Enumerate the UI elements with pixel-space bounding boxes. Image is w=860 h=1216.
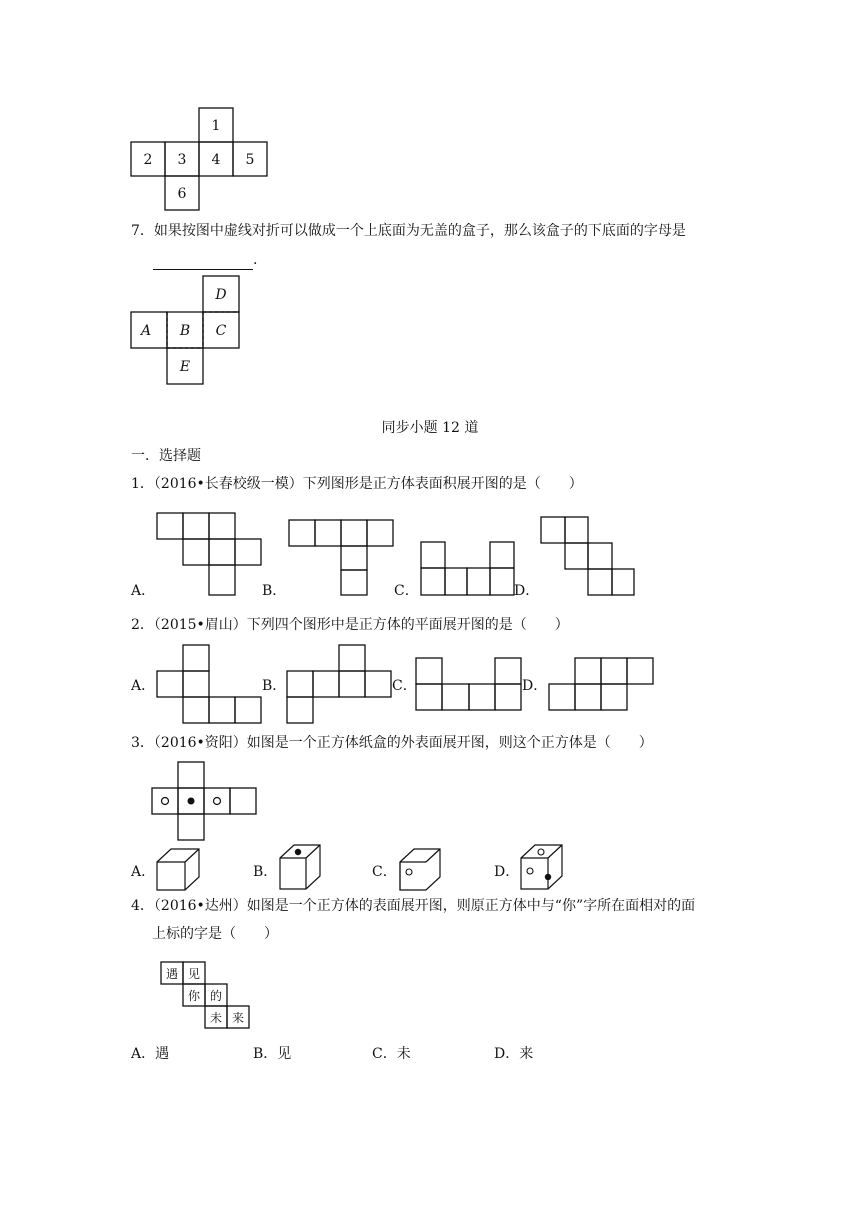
q4-option-b-label[interactable]: B．见 [253,1046,292,1062]
q1-text: 1．（2016•长春校级一模）下列图形是正方体表面积展开图的是（ ） [131,476,583,492]
net-char: 来 [231,1011,245,1025]
net-label: 2 [143,152,153,168]
net-char: 你 [187,989,201,1003]
net-letter: C [215,323,227,339]
net-label: 4 [211,152,221,168]
q4-text-line1: 4．（2016•达州）如图是一个正方体的表面展开图，则原正方体中与“你”字所在面相对的面 [131,898,696,914]
net-label: 1 [211,118,221,134]
q1-option-c-label[interactable]: C． [394,583,419,599]
q7-number: 7． [131,223,154,239]
q2-option-d-label[interactable]: D． [522,678,548,694]
net-char: 见 [187,967,201,981]
net-label: 5 [245,152,255,168]
net-label: 6 [177,186,187,202]
q2-text: 2．（2015•眉山）下列四个图形中是正方体的平面展开图的是（ ） [131,617,569,633]
q4-option-c-label[interactable]: C．未 [372,1046,411,1062]
q7-end: . [253,252,258,268]
net-letter: A [140,323,152,339]
net-char: 的 [209,989,223,1003]
section-title: 同步小题 12 道 [381,420,479,436]
section-heading: 一．选择题 [131,448,201,464]
q3-option-d-label[interactable]: D． [494,864,520,880]
q3-option-a-label[interactable]: A． [131,864,156,880]
q3-option-c-label[interactable]: C． [372,864,397,880]
net-char: 遇 [165,967,179,981]
net-letter: B [179,323,191,339]
q7-body: 如果按图中虚线对折可以做成一个上底面为无盖的盒子，那么该盒子的下底面的字母是 [153,223,686,239]
q2-option-b-label[interactable]: B． [262,678,287,694]
q1-option-a-label[interactable]: A． [131,583,156,599]
q2-option-a-label[interactable]: A． [131,678,156,694]
q4-text-line2: 上标的字是（ ） [152,926,278,942]
q1-option-b-label[interactable]: B． [262,583,287,599]
q1-option-d-label[interactable]: D． [514,583,540,599]
net-label: 3 [177,152,187,168]
net-letter: D [215,287,227,303]
q2-option-c-label[interactable]: C． [392,678,417,694]
q4-option-d-label[interactable]: D．来 [494,1046,534,1062]
q3-text: 3．（2016•资阳）如图是一个正方体纸盒的外表面展开图，则这个正方体是（ ） [131,735,653,751]
q3-option-b-label[interactable]: B． [253,864,278,880]
q4-option-a-label[interactable]: A．遇 [131,1046,170,1062]
net-letter: E [179,359,191,375]
net-char: 未 [209,1011,223,1025]
